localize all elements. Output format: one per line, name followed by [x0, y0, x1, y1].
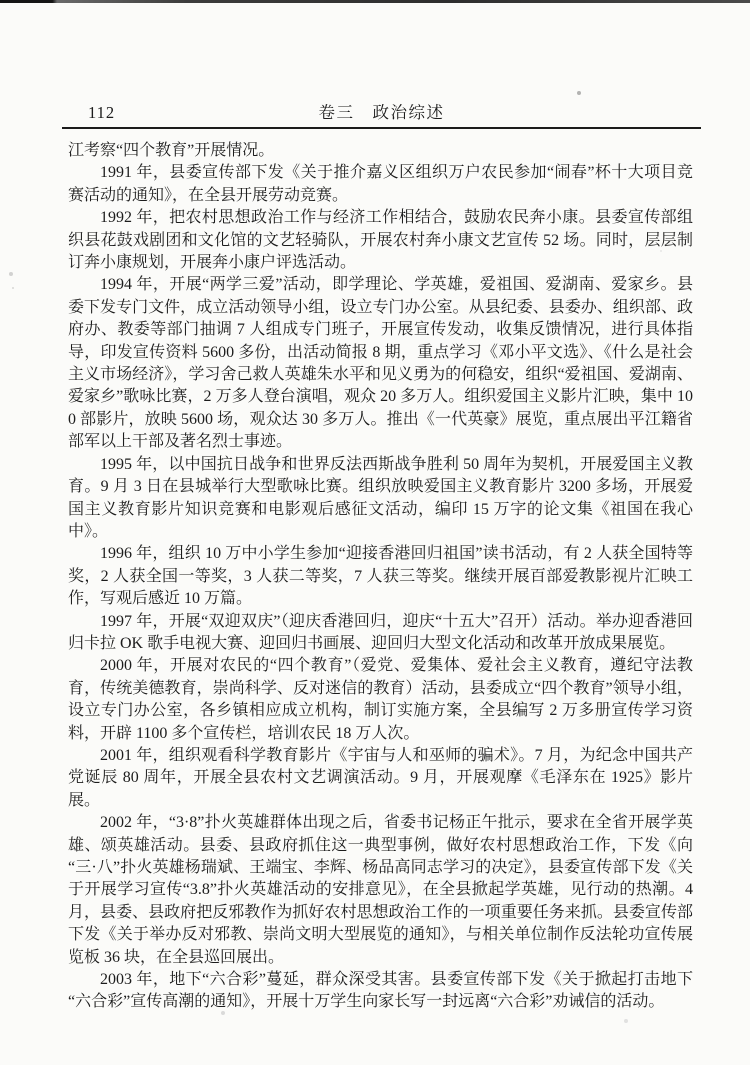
paragraph-1994: 1994 年，开展“两学三爱”活动，即学理论、学英雄，爱祖国、爱湖南、爱家乡。县委下发专门文件，成立活动领导小组，设立专门办公室。从县纪委、县委办、组织部、政府办、教委等部门抽调 7 人组成专门班子，开展宣传发动，收集反馈情况，进行具体指导，印发宣传资料 5600 多份，出活动简报 8 期，重点学习《邓小平文选》、《什么是社会主义市场经济》，学习舍己救人英雄朱水平和见义勇为的何稳安，组织“爱祖国、爱湖南、爱家乡”歌咏比赛，2 万多人登台演唱，观众 20 多万人。组织爱国主义影片汇映，集中 100 部影片，放映 5600 场，观众达 30 多万人。推出《一代英豪》展览，重点展出平江籍省部军以上干部及著名烈士事迹。	[68, 276, 693, 451]
paragraph-2001: 2001 年，组织观看科学教育影片《宇宙与人和巫师的骗术》。7 月，为纪念中国共产党诞辰 80 周年，开展全县农村文艺调演活动。9 月，开展观摩《毛泽东在 1925》影片展。	[68, 746, 693, 809]
paragraph-2000: 2000 年，开展对农民的“四个教育”（爱党、爱集体、爱社会主义教育，遵纪守法教育，传统美德教育，崇尚科学、反对迷信的教育）活动，县委成立“四个教育”领导小组，设立专门办公室，各乡镇相应成立机构，制订实施方案，全县编写 2 万多册宣传学习资料，开辟 1100 多个宣传栏，培训农民 18 万人次。	[68, 657, 693, 742]
paragraph-1992: 1992 年，把农村思想政治工作与经济工作相结合，鼓励农民奔小康。县委宣传部组织县花鼓戏剧团和文化馆的文艺轻骑队，开展农村奔小康文艺宣传 52 场。同时，层层制订奔小康规划，开展奔小康户评选活动。	[68, 209, 693, 272]
page-header	[62, 101, 701, 125]
scan-speck	[0, 0, 2, 2]
header-rule	[62, 127, 701, 129]
paragraph-2003: 2003 年，地下“六合彩”蔓延，群众深受其害。县委宣传部下发《关于掀起打击地下“六合彩”宣传高潮的通知》，开展十万学生向家长写一封远离“六合彩”劝诫信的活动。	[68, 971, 693, 1011]
paragraph-1996: 1996 年，组织 10 万中小学生参加“迎接香港回归祖国”读书活动，有 2 人获全国特等奖，2 人获全国一等奖，3 人获二等奖，7 人获三等奖。继续开展百部爱教影视片汇映工作，写观后感近 10 万篇。	[68, 545, 693, 608]
paragraph-continuation: 江考察“四个教育”开展情况。	[68, 142, 275, 159]
body-text	[68, 140, 693, 1014]
paragraph-2002: 2002 年，“3·8”扑火英雄群体出现之后，省委书记杨正午批示，要求在全省开展学英雄、颂英雄活动。县委、县政府抓住这一典型事例，做好农村思想政治工作，下发《向“三·八”扑火英雄杨瑞斌、王端宝、李辉、杨品高同志学习的决定》，县委宣传部下发《关于开展学习宣传“3.8”扑火英雄活动的安排意见》，在全县掀起学英雄，见行动的热潮。4 月，县委、县政府把反邪教作为抓好农村思想政治工作的一项重要任务来抓。县委宣传部下发《关于举办反对邪教、崇尚文明大型展览的通知》，与相关单位制作反法轮功宣传展览板 36 块，在全县巡回展出。	[68, 814, 693, 966]
page-number: 112	[88, 103, 116, 122]
paragraph-1991: 1991 年，县委宣传部下发《关于推介嘉义区组织万户农民参加“闹春”杯十大项目竞赛活动的通知》，在全县开展劳动竞赛。	[68, 164, 693, 204]
paragraph-1995: 1995 年，以中国抗日战争和世界反法西斯战争胜利 50 周年为契机，开展爱国主义教育。9 月 3 日在县城举行大型歌咏比赛。组织放映爱国主义教育影片 3200 多场，开展爱国主义教育影片知识竞赛和电影观后感征文活动，编印 15 万字的论文集《祖国在我心中》。	[68, 455, 693, 540]
scan-top-edge	[0, 0, 750, 3]
paragraph-1997: 1997 年，开展“双迎双庆”（迎庆香港回归，迎庆“十五大”召开）活动。举办迎香港回归卡拉 OK 歌手电视大赛、迎回归书画展、迎回归大型文化活动和改革开放成果展览。	[68, 612, 693, 652]
volume-title: 卷三 政治综述	[318, 103, 445, 122]
